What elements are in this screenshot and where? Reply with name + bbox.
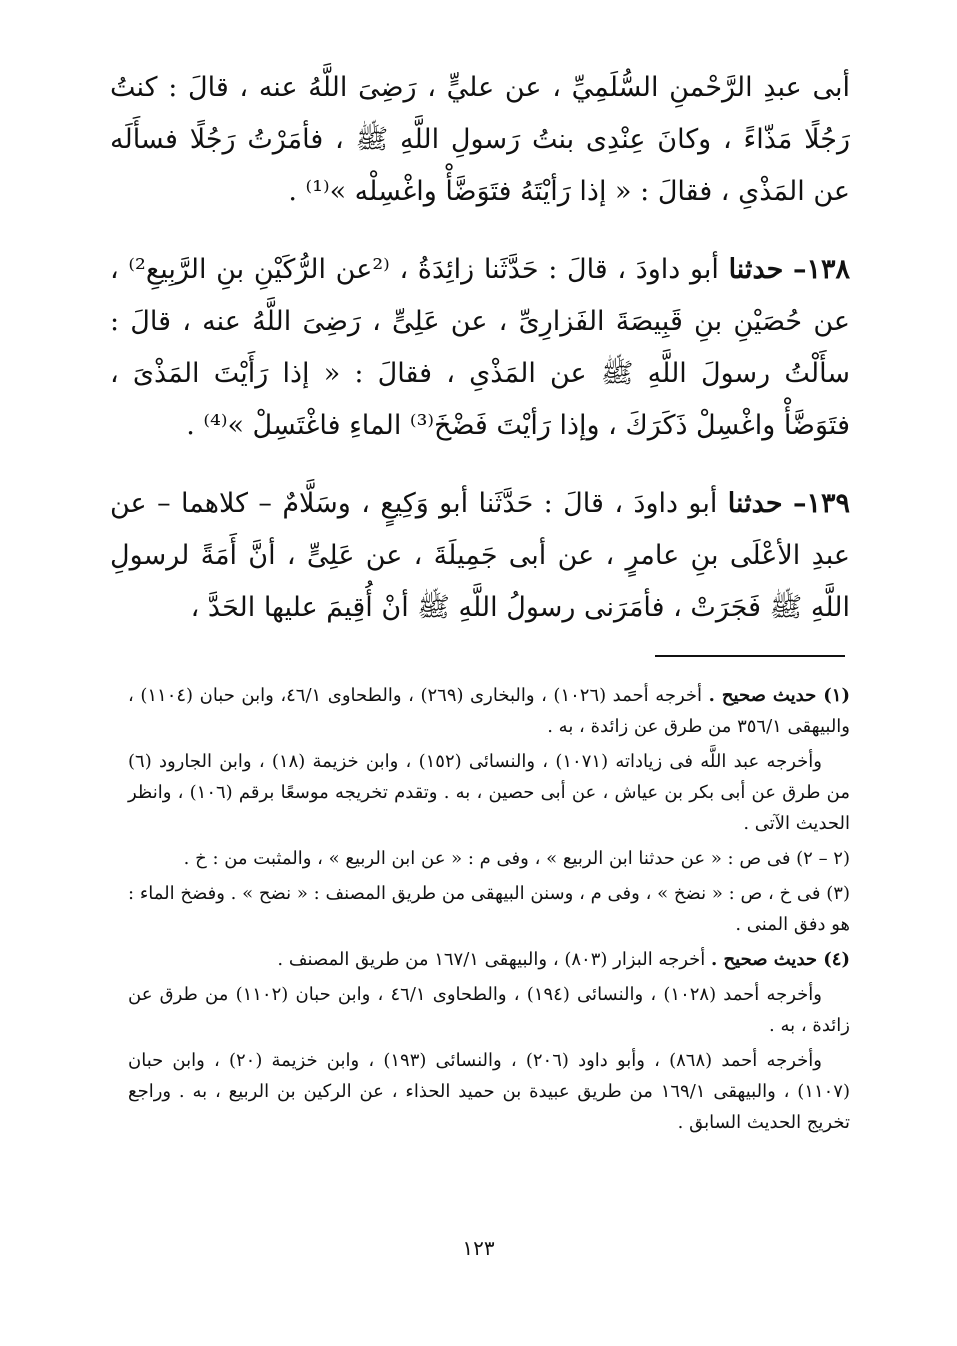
footnote-label: (١) حديث صحيح . [708,685,850,706]
footnote-text: أخرجه البزار (٨٠٣) ، والبيهقى ١٦٧/١ من طريق المصنف . [277,949,706,970]
footnote-4 [128,944,850,975]
footnote-divider [655,655,845,657]
hadith-text: أبو داودَ ، قالَ : حَدَّثَنا أبو وَكِيعٍ ، وسَلَّامٌ – كلاهما – عن عبدِ الأعْلَى بنِ عامرٍ ، عن أبى جَمِيلَةَ ، عن عَلِىٍّ ، أنَّ أَمَةً لرسولِ اللَّهِ ﷺ فَجَرَتْ ، فأمَرَنى رسولُ اللَّهِ ﷺ أنْ أُقِيمَ عليها الحَدَّ ، [110,488,850,623]
footnotes [128,680,850,1142]
footnote-4-continuation: وأخرجه أحمد (١٠٢٨) ، والنسائى (١٩٤) ، والطحاوى ٤٦/١ ، وابن حبان (١١٠٢) من طرق عن زائدة ، به . [128,984,850,1036]
paragraph-continuation: أبى عبدِ الرَّحْمنِ السُّلَمِيِّ ، عن عليٍّ ، رَضِىَ اللَّهُ عنه ، قالَ : كنتُ رَجُلًا مَذّاءً ، وكانَ عِنْدِى بنتُ رَسولِ اللَّهِ ﷺ ، فأمَرْتُ رَجُلًا فسأَلَه عن المَذْىِ ، فقالَ : « إذا رَأيْتَهُ فتَوَضَّأْ واغْسِلْه »⁽¹⁾ . [110,72,850,207]
paragraph-spacer [110,218,850,244]
page-number: ١٢٣ [462,1236,495,1260]
paragraph-spacer [110,452,850,478]
hadith-number: ١٣٩– [792,488,850,519]
footnote-1 [128,680,850,742]
footnote-label: (٤) حديث صحيح . [711,949,850,970]
hadith-139 [110,478,850,634]
footnote-text: أخرجه أحمد (١٠٢٦) ، والبخارى (٢٦٩) ، والطحاوى ٤٦/١، وابن حبان (١١٠٤) ، والبيهقى ٣٥٦/١ من طرق عن زائدة ، به . [128,685,850,737]
hadith-lead: حدثنا [728,254,784,285]
footnote-1-continuation: وأخرجه عبد اللَّه فى زياداته (١٠٧١) ، والنسائى (١٥٢) ، وابن خزيمة (١٨) ، وابن الجارود (٦) من طرق عن أبى بكر بن عياش ، عن أبى حصين ، به . وتقدم تخريجه موسعًا برقم (١٠٦) ، وانظر الحديث الآتى . [128,751,850,834]
footnote-3: (٣) فى خ ، ص : « نضخ » ، وفى م ، وسنن البيهقى من طريق المصنف : « نضح » . وفضخ الماء : هو دفق المنى . [128,883,850,935]
footnote-2: (٢ – ٢) فى ص : « عن حدثنا ابن الربيع » ، وفى م : « عن ابن الربيع » ، والمثبت من : خ . [183,848,850,869]
hadith-text: أبو داودَ ، قالَ : حَدَّثَنا زائِدَةُ ، ⁽²عن الرُّكَيْنِ بنِ الرَّبِيعِ²⁾ ، عن حُصَيْنِ بنِ قَبِيصَةَ الفَزارِىِّ ، عن عَلِىٍّ ، رَضِىَ اللَّهُ عنه ، قالَ : سأَلْتُ رسولَ اللَّهِ ﷺ عن المَذْىِ ، فقالَ : « إذا رَأَيْتَ المَذْىَ ، فتَوَضَّأْ واغْسِلْ ذَكَرَكَ ، وإذا رَأيْتَ فَضْخَ⁽³⁾ الماءِ فاغْتَسِلْ »⁽⁴⁾ . [110,254,850,441]
hadith-lead: حدثنا [727,488,783,519]
hadith-number: ١٣٨– [792,254,850,285]
main-text [110,62,850,634]
footnote-4-continuation: وأخرجه أحمد (٨٦٨) ، وأبو داود (٢٠٦) ، والنسائى (١٩٣) ، وابن خزيمة (٢٠) ، وابن حبان (١١٠٧) ، والبيهقى ١٦٩/١ من طريق عبيدة بن حميد الحذاء ، عن الركين بن الربيع ، به . وراجع تخريج الحديث السابق . [128,1050,850,1133]
hadith-138 [110,244,850,452]
